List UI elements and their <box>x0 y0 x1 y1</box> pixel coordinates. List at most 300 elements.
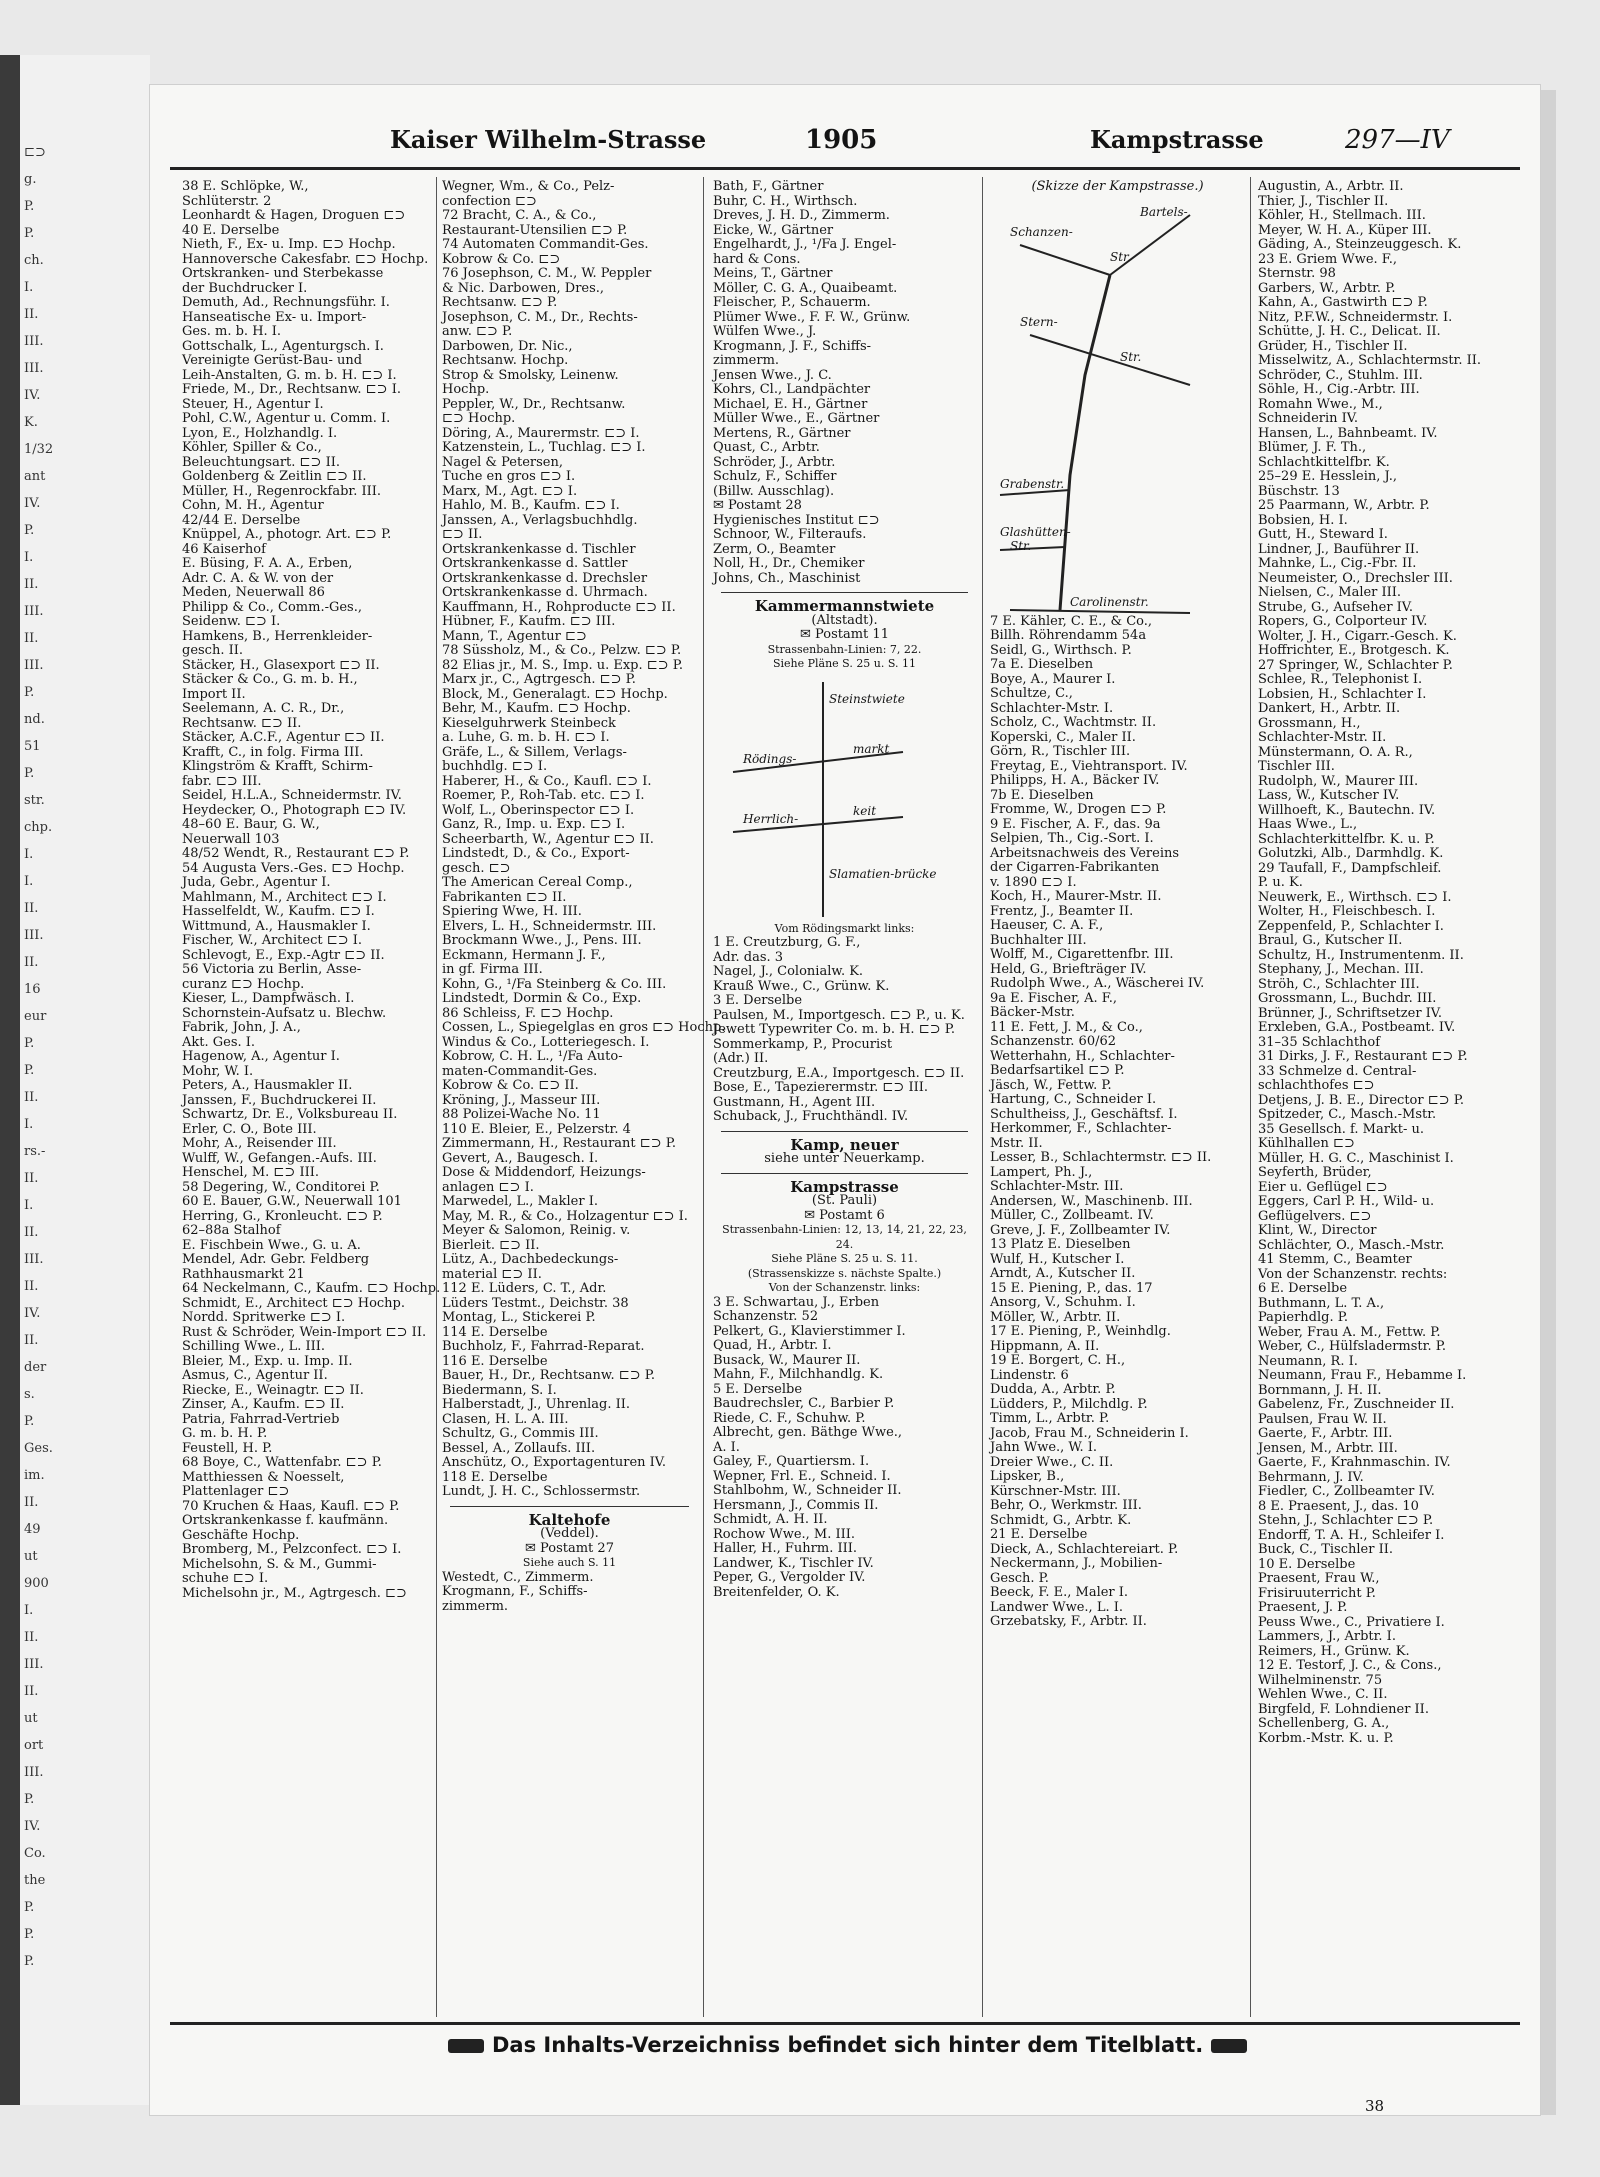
directory-entry-line: Quad, H., Arbtr. I. <box>713 1338 832 1353</box>
previous-page-text: P. <box>24 1036 35 1051</box>
directory-entry-line: 7b E. Dieselben <box>990 787 1094 803</box>
directory-entry-line: Lüdders, P., Milchdlg. P. <box>990 1396 1148 1412</box>
directory-entry-line: Kobrow, C. H. L., ¹/Fa Auto- <box>442 1049 623 1064</box>
directory-entry-line: Ortskrankenkasse d. Drechsler <box>442 570 648 586</box>
directory-entry-line: Schultheiss, J., Geschäftsf. I. <box>990 1106 1178 1122</box>
directory-entry-line: Schornstein-Aufsatz u. Blechw. <box>182 1005 387 1021</box>
directory-entry-line: Eier u. Geflügel ⊏⊃ <box>1258 1179 1388 1195</box>
directory-entry-line: Lütz, A., Dachbedeckungs- <box>442 1252 619 1267</box>
section-subtitle: (Veddel). <box>540 1526 599 1541</box>
directory-entry-line: Block, M., Generalagt. ⊏⊃ Hochp. <box>442 686 668 702</box>
directory-entry-line: Endorff, T. A. H., Schleifer I. <box>1258 1527 1445 1543</box>
directory-entry-line: Wulf, H., Kutscher I. <box>990 1251 1125 1267</box>
directory-entry-line: Paulsen, M., Importgesch. ⊏⊃ P., u. K. <box>713 1007 965 1023</box>
directory-entry-line: Hygienisches Institut ⊏⊃ <box>713 512 880 528</box>
postamt-note: ✉ Postamt 6 <box>804 1207 885 1223</box>
directory-entry-line: Mann, T., Agentur ⊏⊃ <box>442 628 587 644</box>
directory-entry-line: Kühlhallen ⊏⊃ <box>1258 1136 1355 1151</box>
map-label: Glashütten- <box>1000 524 1071 539</box>
directory-entry-line: Katzenstein, L., Tuchlag. ⊏⊃ I. <box>442 440 646 455</box>
directory-entry-line: Gäding, A., Steinzeuggesch. K. <box>1258 237 1462 252</box>
directory-entry-line: Anschütz, O., Exportagenturen IV. <box>442 1455 667 1470</box>
directory-entry-line: E. Büsing, F. A. A., Erben, <box>182 556 353 571</box>
column-1 <box>182 179 441 2010</box>
directory-entry-line: Windus & Co., Lotteriegesch. I. <box>442 1034 650 1050</box>
street-sketch-kammermannstwiete <box>713 672 976 922</box>
previous-page-text: P. <box>24 226 35 241</box>
previous-page-text: IV. <box>24 388 41 403</box>
directory-entry-line: Nielsen, C., Maler III. <box>1258 585 1402 600</box>
directory-entry-line: gesch. ⊏⊃ <box>442 860 511 876</box>
previous-page-text: II. <box>24 901 39 916</box>
directory-entry-line: Adr. das. 3 <box>713 949 784 965</box>
directory-entry-line: Asmus, C., Agentur II. <box>182 1368 328 1383</box>
previous-page-text: eur <box>24 1009 47 1024</box>
previous-page-text: the <box>24 1873 46 1888</box>
directory-entry-line: Steuer, H., Agentur I. <box>182 396 324 412</box>
directory-entry-line: Beleuchtungsart. ⊏⊃ II. <box>182 454 340 470</box>
pointing-hand-icon <box>448 2039 484 2053</box>
previous-page-text: IV. <box>24 496 41 511</box>
directory-entry-line: 48–60 E. Baur, G. W., <box>182 817 320 832</box>
directory-entry-line: Rudolph, W., Maurer III. <box>1258 773 1419 789</box>
directory-entry-line: Stehn, J., Schlachter ⊏⊃ P. <box>1258 1513 1434 1528</box>
directory-entry-line: 60 E. Bauer, G.W., Neuerwall 101 <box>182 1194 402 1209</box>
directory-entry-line: Grüder, H., Tischler II. <box>1258 338 1408 354</box>
directory-entry-line: Hanseatische Ex- u. Import- <box>182 309 367 325</box>
directory-entry-line: Praesent, Frau W., <box>1258 1571 1380 1586</box>
directory-entry-line: Stäcker, A.C.F., Agentur ⊏⊃ II. <box>182 730 385 745</box>
directory-entry-line: Kröning, J., Masseur III. <box>442 1092 601 1108</box>
directory-entry-line: Arbeitsnachweis des Vereins <box>990 845 1180 861</box>
directory-entry-line: Neuerwall 103 <box>182 831 280 847</box>
directory-entry-line: Müller, H. G. C., Maschinist I. <box>1258 1150 1454 1166</box>
directory-entry-line: hard & Cons. <box>713 251 801 267</box>
directory-entry-line: Schlachterkittelfbr. K. u. P. <box>1258 831 1435 847</box>
directory-entry-line: Weber, C., Hülfsladermstr. P. <box>1258 1339 1446 1354</box>
directory-entry-line: Marx jr., C., Agtrgesch. ⊏⊃ P. <box>442 672 636 687</box>
directory-entry-line: Herring, G., Kronleucht. ⊏⊃ P. <box>182 1208 383 1224</box>
previous-page-text: III. <box>24 604 44 619</box>
directory-entry-line: Peper, G., Vergolder IV. <box>713 1570 866 1585</box>
directory-entry-line: Kahn, A., Gastwirth ⊏⊃ P. <box>1258 295 1428 310</box>
directory-entry-line: 56 Victoria zu Berlin, Asse- <box>182 962 362 977</box>
footer-notice <box>440 2033 1255 2057</box>
directory-entry-line: der Cigarren-Fabrikanten <box>990 860 1160 875</box>
directory-entry-line: Andersen, W., Maschinenb. III. <box>990 1193 1193 1209</box>
directory-entry-line: Ortskrankenkasse f. kaufmänn. <box>182 1513 389 1528</box>
previous-page-text: nd. <box>24 712 45 727</box>
directory-entry-line: Wolter, J. H., Cigarr.-Gesch. K. <box>1258 628 1457 644</box>
directory-entry-line: Paulsen, Frau W. II. <box>1258 1411 1387 1427</box>
directory-entry-line: Dose & Middendorf, Heizungs- <box>442 1165 646 1180</box>
previous-page-text: P. <box>24 1414 35 1429</box>
map-label: Carolinenstr. <box>1070 594 1149 609</box>
section-subtitle: (Altstadt). <box>811 612 878 628</box>
directory-entry-line: Hartung, C., Schneider I. <box>990 1092 1157 1107</box>
previous-page-text: Co. <box>24 1846 46 1861</box>
directory-entry-line: Akt. Ges. I. <box>182 1034 256 1050</box>
section-title-kamp-neuer: Kamp, neuer <box>790 1135 899 1154</box>
directory-entry-line: Seidl, G., Wirthsch. P. <box>990 642 1132 658</box>
directory-entry-line: P. u. K. <box>1258 875 1303 890</box>
directory-entry-line: Kieselguhrwerk Steinbeck <box>442 715 616 731</box>
directory-entry-line: Erler, C. O., Bote III. <box>182 1121 317 1137</box>
directory-entry-line: Riede, C. F., Schuhw. P. <box>713 1410 866 1426</box>
column-rule <box>982 177 983 2017</box>
directory-entry-line: Ortskrankenkasse d. Uhrmach. <box>442 585 648 600</box>
directory-entry-line: Marwedel, L., Makler I. <box>442 1194 598 1209</box>
map-label: Str. <box>1110 249 1132 264</box>
column-rule <box>703 177 704 2017</box>
directory-entry-line: Dudda, A., Arbtr. P. <box>990 1382 1116 1397</box>
directory-entry-line: Augustin, A., Arbtr. II. <box>1258 179 1404 194</box>
directory-entry-line: Ortskrankenkasse d. Sattler <box>442 556 628 571</box>
previous-page-text: Ges. <box>24 1441 53 1456</box>
directory-entry-line: Friede, M., Dr., Rechtsanw. ⊏⊃ I. <box>182 382 401 397</box>
directory-entry-line: schuhe ⊏⊃ I. <box>182 1571 269 1586</box>
previous-page-text: rs.- <box>24 1144 46 1159</box>
directory-entry-line: Lyon, E., Holzhandlg. I. <box>182 425 338 441</box>
directory-entry-line: ✉ Postamt 28 <box>713 498 802 513</box>
directory-entry-line: Bobsien, H. I. <box>1258 512 1348 528</box>
directory-entry-line: Ortskrankenkasse d. Tischler <box>442 541 636 557</box>
directory-entry-line: Neumann, Frau F., Hebamme I. <box>1258 1368 1467 1383</box>
directory-entry-line: 35 Gesellsch. f. Markt- u. <box>1258 1121 1425 1137</box>
plan-reference: Siehe auch S. 11 <box>522 1556 617 1569</box>
postamt-note: ✉ Postamt 27 <box>525 1540 614 1556</box>
previous-page-text: II. <box>24 1630 39 1645</box>
directory-entry-line: (Adr.) II. <box>713 1051 769 1066</box>
directory-entry-line: 25–29 E. Hesslein, J., <box>1258 469 1397 484</box>
directory-entry-line: Köhler, H., Stellmach. III. <box>1258 208 1426 223</box>
previous-page-text: P. <box>24 1792 35 1807</box>
directory-entry-line: Heydecker, O., Photograph ⊏⊃ IV. <box>182 802 407 818</box>
directory-entry-line: Hippmann, A. II. <box>990 1338 1100 1354</box>
directory-entry-line: Schuback, J., Fruchthändl. IV. <box>713 1109 909 1124</box>
street-sketch-kampstrasse <box>990 195 1245 615</box>
directory-entry-line: 31–35 Schlachthof <box>1258 1034 1381 1050</box>
directory-entry-line: Ganz, R., Imp. u. Exp. ⊏⊃ I. <box>442 817 626 832</box>
directory-entry-line: Josephson, C. M., Dr., Rechts- <box>442 309 638 325</box>
directory-entry-line: Gustmann, H., Agent III. <box>713 1094 876 1110</box>
directory-entry-line: Schmidt, G., Arbtr. K. <box>990 1512 1132 1528</box>
tram-lines: Strassenbahn-Linien: 7, 22. <box>767 642 922 656</box>
previous-page-text: P. <box>24 766 35 781</box>
directory-entry-line: 1 E. Creutzburg, G. F., <box>713 935 861 950</box>
directory-entry-line: der Buchdrucker I. <box>182 280 308 296</box>
directory-entry-line: Lundt, J. H. C., Schlossermstr. <box>442 1484 641 1499</box>
directory-entry-line: fabr. ⊏⊃ III. <box>182 773 262 789</box>
directory-entry-line: Hochp. <box>442 382 490 397</box>
directory-entry-line: gesch. II. <box>182 643 244 658</box>
directory-entry-line: Blümer, J. F. Th., <box>1258 440 1367 455</box>
directory-entry-line: Koperski, C., Maler II. <box>990 729 1136 745</box>
directory-entry-line: anw. ⊏⊃ P. <box>442 324 513 339</box>
directory-entry-line: Hansen, L., Bahnbeamt. IV. <box>1258 425 1438 441</box>
directory-entry-line: Mendel, Adr. Gebr. Feldberg <box>182 1252 370 1267</box>
postamt-note: ✉ Postamt 11 <box>800 627 889 642</box>
directory-entry-line: Görn, R., Tischler III. <box>990 744 1131 759</box>
directory-entry-line: Plattenlager ⊏⊃ <box>182 1484 290 1499</box>
directory-entry-line: Schulz, F., Schiffer <box>713 469 837 484</box>
directory-entry-line: Jahn Wwe., W. I. <box>990 1440 1098 1455</box>
directory-entry-line: Wülfen Wwe., J. <box>713 324 817 339</box>
section-title-kaltehofe: Kaltehofe <box>528 1510 611 1529</box>
directory-entry-line: 78 Süssholz, M., & Co., Pelzw. ⊏⊃ P. <box>442 643 682 658</box>
previous-page-text: ant <box>24 469 46 484</box>
directory-entry-line: Meins, T., Gärtner <box>713 266 833 281</box>
directory-entry-line: Engelhardt, J., ¹/Fa J. Engel- <box>713 237 897 252</box>
previous-page-text: ort <box>24 1738 44 1753</box>
directory-entry-line: Köhler, Spiller & Co., <box>182 440 322 455</box>
directory-entry-line: Leonhardt & Hagen, Droguen ⊏⊃ <box>182 208 406 223</box>
section-title-kampstrasse: Kampstrasse <box>790 1177 899 1196</box>
directory-entry-line: Fiedler, C., Zollbeamter IV. <box>1258 1484 1435 1499</box>
directory-entry-line: Demuth, Ad., Rechnungsführ. I. <box>182 295 390 310</box>
directory-entry-line: 13 Platz E. Dieselben <box>990 1237 1131 1252</box>
header-rule <box>170 167 1520 170</box>
directory-entry-line: Adr. C. A. & W. von der <box>182 570 334 586</box>
directory-entry-line: Haller, H., Fuhrm. III. <box>713 1541 857 1556</box>
directory-entry-line: Peuss Wwe., C., Privatiere I. <box>1258 1614 1445 1630</box>
directory-entry-line: Herkommer, F., Schlachter- <box>990 1121 1172 1136</box>
directory-entry-line: Nagel, J., Colonialw. K. <box>713 964 864 979</box>
directory-entry-line: 58 Degering, W., Conditorei P. <box>182 1179 380 1195</box>
directory-entry-line: Gevert, A., Baugesch. I. <box>442 1150 599 1166</box>
directory-entry-line: Arndt, A., Kutscher II. <box>990 1266 1136 1281</box>
previous-page-text: I. <box>24 874 34 889</box>
directory-entry-line: Hannoversche Cakesfabr. ⊏⊃ Hochp. <box>182 251 429 267</box>
directory-entry-line: 114 E. Derselbe <box>442 1324 548 1340</box>
previous-page-text: I. <box>24 280 34 295</box>
directory-entry-line: zimmerm. <box>713 353 780 368</box>
directory-entry-line: Wepner, Frl. E., Schneid. I. <box>713 1468 891 1484</box>
directory-entry-line: Buthmann, L. T. A., <box>1258 1295 1385 1311</box>
directory-entry-line: Darbowen, Dr. Nic., <box>442 338 573 354</box>
plan-reference: Siehe Pläne S. 25 u. S. 11 <box>772 657 917 670</box>
directory-entry-line: Zeppenfeld, P., Schlachter I. <box>1258 918 1444 934</box>
directory-entry-line: Fleischer, P., Schauerm. <box>713 295 871 310</box>
directory-entry-line: Lüders Testmt., Deichstr. 38 <box>442 1295 629 1311</box>
directory-entry-line: Frisiruuterricht P. <box>1258 1585 1376 1601</box>
directory-entry-line: Montag, L., Stickerei P. <box>442 1310 596 1325</box>
directory-entry-line: 17 E. Piening, P., Weinhdlg. <box>990 1324 1171 1339</box>
directory-entry-line: Brockmann Wwe., J., Pens. III. <box>442 933 642 948</box>
directory-entry-line: Rudolph Wwe., A., Wäscherei IV. <box>990 976 1205 991</box>
directory-entry-line: 23 E. Griem Wwe. F., <box>1258 251 1398 267</box>
directory-entry-line: Dieck, A., Schlachtereiart. P. <box>990 1541 1179 1557</box>
directory-entry-line: 27 Springer, W., Schlachter P. <box>1258 657 1453 673</box>
directory-entry-line: 118 E. Derselbe <box>442 1469 548 1485</box>
directory-entry-line: Creutzburg, E.A., Importgesch. ⊏⊃ II. <box>713 1065 965 1081</box>
map-label: Slamatien-brücke <box>829 866 937 881</box>
previous-page-text: ut <box>24 1711 38 1726</box>
previous-page-text: I. <box>24 847 34 862</box>
previous-page-text: g. <box>24 172 37 187</box>
directory-entry-line: Krauß Wwe., C., Grünw. K. <box>713 978 890 994</box>
directory-entry-line: Dankert, H., Arbtr. II. <box>1258 701 1401 716</box>
previous-page-edge <box>0 55 20 2105</box>
directory-entry-line: 88 Polizei-Wache No. 11 <box>442 1107 601 1122</box>
directory-entry-line: Schellenberg, G. A., <box>1258 1716 1390 1731</box>
directory-entry-line: Roemer, P., Roh-Tab. etc. ⊏⊃ I. <box>442 788 645 803</box>
directory-entry-line: Mohr, A., Reisender III. <box>182 1136 337 1151</box>
directory-entry-line: Goldenberg & Zeitlin ⊏⊃ II. <box>182 469 367 484</box>
directory-entry-line: 31 Dirks, J. F., Restaurant ⊏⊃ P. <box>1258 1049 1468 1064</box>
previous-page-text: P. <box>24 685 35 700</box>
directory-entry-line: Fromme, W., Drogen ⊏⊃ P. <box>990 802 1167 817</box>
directory-entry-line: Kieser, L., Dampfwäsch. I. <box>182 991 355 1006</box>
directory-entry-line: 40 E. Derselbe <box>182 222 280 238</box>
previous-page-text: 1/32 <box>24 442 54 457</box>
previous-page-text: P. <box>24 1927 35 1942</box>
directory-entry-line: Garbers, W., Arbtr. P. <box>1258 280 1396 296</box>
directory-entry-line: 29 Taufall, F., Dampfschleif. <box>1258 860 1442 876</box>
map-label: Rödings- <box>743 751 797 766</box>
section-divider <box>721 1173 968 1174</box>
directory-entry-line: Breitenfelder, O. K. <box>713 1584 840 1600</box>
directory-entry-line: Clasen, H. L. A. III. <box>442 1411 569 1427</box>
directory-entry-line: Schwartz, Dr. E., Volksbureau II. <box>182 1107 398 1122</box>
directory-entry-line: May, M. R., & Co., Holzagentur ⊏⊃ I. <box>442 1208 688 1224</box>
directory-entry-line: Fabrikanten ⊏⊃ II. <box>442 889 567 905</box>
directory-entry-line: Gräfe, L., & Sillem, Verlags- <box>442 744 627 760</box>
directory-entry-line: Frentz, J., Beamter II. <box>990 903 1134 919</box>
directory-entry-line: Wetterhahn, H., Schlachter- <box>990 1048 1175 1064</box>
directory-entry-line: Stahlbohm, W., Schneider II. <box>713 1483 902 1498</box>
directory-entry-line: a. Luhe, G. m. b. H. ⊏⊃ I. <box>442 730 610 745</box>
directory-entry-line: Schultze, C., <box>990 686 1073 701</box>
header-page-number: 297—IV <box>1345 125 1450 155</box>
map-label: Steinstwiete <box>829 691 905 706</box>
directory-entry-line: Westedt, C., Zimmerm. <box>442 1569 594 1585</box>
directory-entry-line: v. 1890 ⊏⊃ I. <box>990 874 1077 890</box>
map-label: Stern- <box>1020 314 1058 329</box>
directory-entry-line: 11 E. Fett, J. M., & Co., <box>990 1019 1143 1035</box>
directory-entry-line: Peppler, W., Dr., Rechtsanw. <box>442 396 626 412</box>
directory-entry-line: Neckermann, J., Mobilien- <box>990 1556 1163 1571</box>
directory-entry-line: Rust & Schröder, Wein-Import ⊏⊃ II. <box>182 1324 427 1340</box>
directory-entry-line: Behrmann, J. IV. <box>1258 1469 1364 1485</box>
directory-entry-line: Buchhalter III. <box>990 932 1087 948</box>
directory-entry-line: Haas Wwe., L., <box>1258 817 1358 832</box>
previous-page-text: 900 <box>24 1576 49 1591</box>
directory-entry-line: Gesch. P. <box>990 1570 1049 1586</box>
cross-reference: siehe unter Neuerkamp. <box>764 1151 925 1166</box>
directory-entry-line: 82 Elias jr., M. S., Imp. u. Exp. ⊏⊃ P. <box>442 657 684 673</box>
tram-lines: Strassenbahn-Linien: 12, 13, 14, 21, 22, 23, 24. <box>722 1223 967 1251</box>
map-label: Herrlich- <box>743 811 799 826</box>
directory-entry-line: Hasselfeldt, W., Kaufm. ⊏⊃ I. <box>182 904 375 919</box>
directory-entry-line: Meden, Neuerwall 86 <box>182 585 325 600</box>
directory-entry-line: & Nic. Darbowen, Dres., <box>442 280 605 296</box>
directory-entry-line: Schmidt, A. H. II. <box>713 1512 828 1527</box>
directory-entry-line: Bierleit. ⊏⊃ II. <box>442 1237 540 1253</box>
directory-entry-line: Gutt, H., Steward I. <box>1258 527 1388 542</box>
directory-entry-line: Rechtsanw. ⊏⊃ II. <box>182 715 302 731</box>
directory-entry-line: Lindstedt, Dormin & Co., Exp. <box>442 991 642 1006</box>
directory-entry-line: Schlächter, O., Masch.-Mstr. <box>1258 1237 1445 1253</box>
directory-entry-line: Beeck, F. E., Maler I. <box>990 1585 1129 1600</box>
previous-page-text: I. <box>24 1603 34 1618</box>
directory-entry-line: Import II. <box>182 686 246 702</box>
directory-entry-line: anlagen ⊏⊃ I. <box>442 1179 534 1195</box>
directory-entry-line: 25 Paarmann, W., Arbtr. P. <box>1258 498 1430 513</box>
directory-entry-line: Bose, E., Tapezierermstr. ⊏⊃ III. <box>713 1080 928 1095</box>
previous-page-text: der <box>24 1360 47 1375</box>
directory-entry-line: Leih-Anstalten, G. m. b. H. ⊏⊃ I. <box>182 367 397 383</box>
previous-page-text: im. <box>24 1468 45 1483</box>
directory-entry-line: 41 Stemm, C., Beamter <box>1258 1252 1412 1267</box>
previous-page-text: II. <box>24 1171 39 1186</box>
page-number: 38 <box>1365 2097 1385 2115</box>
directory-entry-line: Bornmann, J. H. II. <box>1258 1382 1382 1398</box>
directory-entry-line: Quast, C., Arbtr. <box>713 440 820 455</box>
directory-entry-line: Schanzenstr. 52 <box>713 1309 819 1324</box>
map-label: Str. <box>1010 538 1032 553</box>
previous-page-text: IV. <box>24 1819 41 1834</box>
directory-entry-line: Gabelenz, Fr., Zuschneider II. <box>1258 1397 1455 1412</box>
directory-entry-line: Schröder, C., Stuhlm. III. <box>1258 367 1423 383</box>
directory-entry-line: Mertens, R., Gärtner <box>713 425 851 441</box>
directory-entry-line: Zimmermann, H., Restaurant ⊏⊃ P. <box>442 1136 677 1151</box>
directory-entry-line: 6 E. Derselbe <box>1258 1281 1348 1296</box>
directory-entry-line: Wulff, W., Gefangen.-Aufs. III. <box>182 1150 377 1166</box>
directory-entry-line: Birgfeld, F. Lohndiener II. <box>1258 1701 1429 1717</box>
directory-entry-line: Grossmann, L., Buchdr. III. <box>1258 991 1437 1006</box>
column-3 <box>713 180 976 2010</box>
header-year: 1905 <box>805 125 878 155</box>
previous-page-text: ch. <box>24 253 44 268</box>
directory-entry-line: Bleier, M., Exp. u. Imp. II. <box>182 1353 353 1369</box>
directory-entry-line: Misselwitz, A., Schlachtermstr. II. <box>1258 353 1481 368</box>
directory-entry-line: Hagenow, A., Agentur I. <box>182 1049 340 1064</box>
directory-entry-line: Gaerte, F., Arbtr. III. <box>1258 1426 1393 1441</box>
directory-entry-line: Seyferth, Brüder, <box>1258 1165 1372 1180</box>
previous-page-text: III. <box>24 928 44 943</box>
directory-entry-line: Restaurant-Utensilien ⊏⊃ P. <box>442 222 628 238</box>
header-left-street: Kaiser Wilhelm-Strasse <box>390 125 707 154</box>
map-label: Schanzen- <box>1010 224 1073 239</box>
directory-entry-line: 8 E. Praesent, J., das. 10 <box>1258 1498 1419 1514</box>
directory-entry-line: Lammers, J., Arbtr. I. <box>1258 1629 1396 1644</box>
directory-entry-line: Müller, C., Zollbeamt. IV. <box>990 1208 1154 1223</box>
directory-entry-line: Scheerbarth, W., Agentur ⊏⊃ II. <box>442 831 654 847</box>
directory-entry-line: Haeuser, C. A. F., <box>990 918 1104 933</box>
directory-entry-line: Brünner, J., Schriftsetzer IV. <box>1258 1005 1443 1021</box>
directory-entry-line: Juda, Gebr., Agentur I. <box>182 875 331 890</box>
directory-entry-line: zimmerm. <box>442 1598 509 1614</box>
directory-entry-line: Jensen, M., Arbtr. III. <box>1258 1440 1398 1456</box>
previous-page-text: II. <box>24 1495 39 1510</box>
directory-entry-line: Kohn, G., ¹/Fa Steinberg & Co. III. <box>442 976 667 992</box>
section-divider <box>450 1506 689 1507</box>
directory-entry-line: Wolter, H., Fleischbesch. I. <box>1258 904 1436 919</box>
directory-entry-line: Schmidt, E., Architect ⊏⊃ Hochp. <box>182 1295 406 1311</box>
directory-entry-line: ⊏⊃ II. <box>442 527 483 542</box>
directory-entry-line: 9a E. Fischer, A. F., <box>990 990 1118 1006</box>
directory-entry-line: Döring, A., Maurermstr. ⊏⊃ I. <box>442 425 640 441</box>
previous-page-text: s. <box>24 1387 35 1402</box>
directory-entry-line: Praesent, J. P. <box>1258 1600 1348 1615</box>
previous-page-text: IV. <box>24 1306 41 1321</box>
previous-page-text: P. <box>24 1063 35 1078</box>
directory-page <box>150 85 1540 2115</box>
directory-entry-line: Dreves, J. H. D., Zimmerm. <box>713 208 890 223</box>
directory-entry-line: Jäsch, W., Fettw. P. <box>990 1077 1112 1093</box>
directory-entry-line: Wegner, Wm., & Co., Pelz- <box>442 179 615 194</box>
